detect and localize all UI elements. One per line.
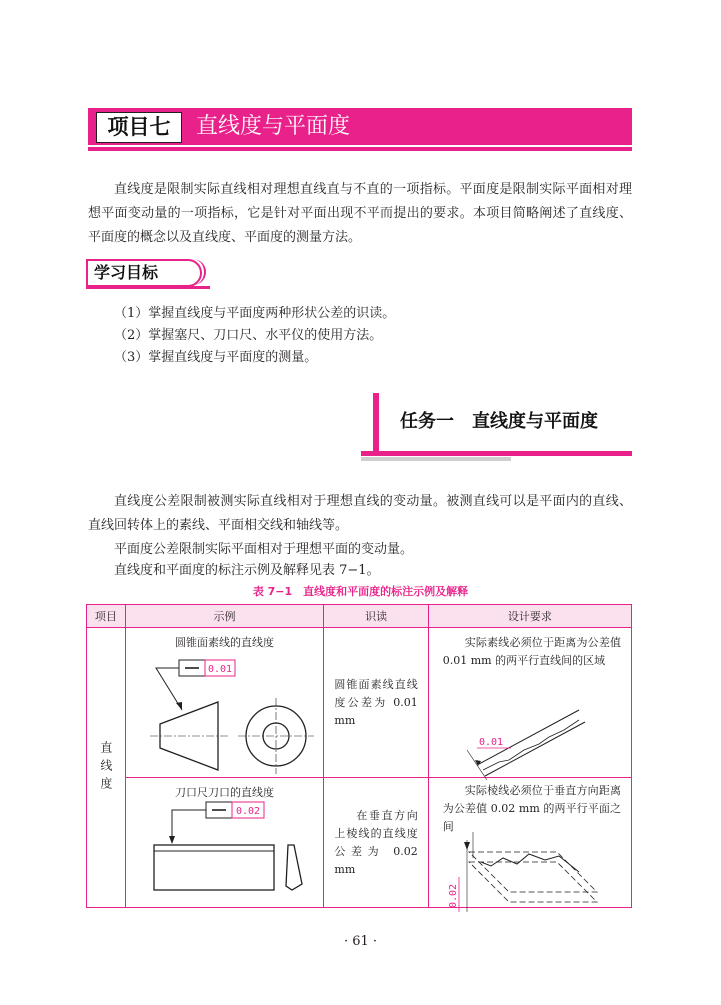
table-caption: 表 7−1 直线度和平面度的标注示例及解释 [252, 585, 469, 598]
goal-item-1: （1）掌握直线度与平面度两种形状公差的识读。 [114, 306, 396, 321]
cone-zone-label: 0.01 [478, 737, 503, 748]
task-underline [361, 451, 632, 456]
tolerance-table [86, 604, 632, 908]
item-label: 直线度 [98, 740, 113, 795]
header-reading: 识读 [324, 605, 428, 628]
paragraph-flatness: 平面度公差限制实际平面相对于理想平面的变动量。 [114, 542, 414, 557]
page-number: · 61 · [343, 934, 378, 949]
knife-drawing [126, 798, 326, 908]
reading-cone: 圆锥面素线直线度公差为 0.01 mm [334, 677, 418, 727]
learning-goals-tab [86, 259, 206, 287]
task-title: 任务一 直线度与平面度 [400, 411, 598, 432]
table-header-row [87, 605, 632, 628]
header-item: 项目 [87, 605, 126, 628]
example-cell-knife [125, 778, 324, 908]
example-title-knife: 刀口尺刀口的直线度 [175, 786, 275, 799]
chapter-banner [88, 108, 632, 145]
goal-item-2: （2）掌握塞尺、刀口尺、水平仪的使用方法。 [114, 328, 383, 343]
table-row [87, 778, 632, 908]
reading-knife: 在垂直方向上棱线的直线度公差为 0.02 mm [334, 808, 418, 876]
paragraph-table-ref: 直线度和平面度的标注示例及解释见表 7−1。 [114, 563, 380, 578]
knife-tolerance-text: 0.02 [235, 806, 260, 817]
reading-cell-cone [324, 628, 428, 778]
chapter-title: 直线度与平面度 [196, 114, 351, 139]
banner-underline [88, 147, 632, 151]
requirement-cell-cone [428, 628, 631, 778]
knife-zone-drawing [429, 822, 633, 912]
cone-tolerance-text: 0.01 [207, 664, 232, 675]
goal-item-3: （3）掌握直线度与平面度的测量。 [114, 350, 318, 365]
task-shadow-line [361, 457, 511, 461]
goal-underline [86, 286, 210, 289]
task-vertical-bar [373, 393, 379, 453]
paragraph-straightness: 直线度公差限制被测实际直线相对于理想直线的变动量。被测直线可以是平面内的直线、直线回转体上的素线、平面相交线和轴线等。 [88, 494, 632, 533]
chapter-label: 项目七 [96, 112, 182, 143]
learning-goals-heading: 学习目标 [94, 263, 159, 282]
cone-drawing [126, 648, 326, 778]
example-cell-cone [125, 628, 324, 778]
header-requirement: 设计要求 [428, 605, 631, 628]
cone-zone-drawing [429, 690, 633, 780]
table-row [87, 628, 632, 778]
knife-zone-label: 0.02 [447, 883, 459, 908]
requirement-cone: 实际素线必须位于距离为公差值 0.01 mm 的两平行直线间的区域 [442, 636, 621, 667]
example-title-cone: 圆锥面素线的直线度 [175, 636, 275, 649]
requirement-cell-knife [428, 778, 631, 908]
reading-cell-knife [324, 778, 428, 908]
intro-paragraph: 直线度是限制实际直线相对理想直线直与不直的一项指标。平面度是限制实际平面相对理想平面变动量的一项指标，它是针对平面出现不平而提出的要求。本项目简略阐述了直线度、平面度的概念以及直线度、平面度的测量方法。 [88, 182, 632, 245]
header-example: 示例 [125, 605, 324, 628]
requirement-knife: 实际棱线必须位于垂直方向距离为公差值 0.02 mm 的两平行平面之间 [442, 784, 621, 833]
item-cell [87, 628, 126, 908]
